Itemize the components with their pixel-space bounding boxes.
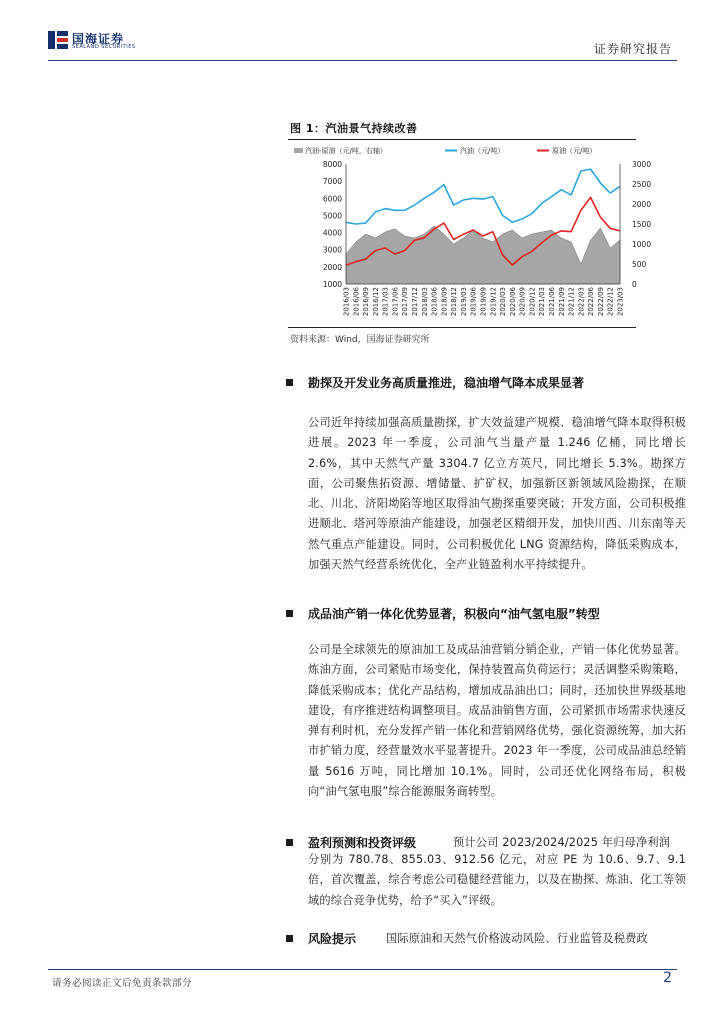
x-tick-label: 2017/06 [391,287,400,317]
risk-warning-text: 国际原油和天然气价格波动风险、行业监管及税费政 [386,932,648,945]
series-area [346,226,620,284]
section-paragraph: 分别为 780.78、855.03、912.56 亿元，对应 PE 为 10.6、9.7、9.1 倍，首次覆盖，综合考虑公司稳健经营能力，以及在勘探、炼油、化工等领域的综合竞争优势，给予“买入”评级。 [308,853,686,907]
company-logo [48,30,138,52]
x-tick-label: 2016/06 [352,287,361,317]
x-tick-label: 2020/09 [518,287,527,317]
y-left-tick-label: 6000 [322,194,342,204]
header-divider [48,60,677,61]
y-right-tick-label: 500 [632,260,647,269]
legend-label: 原油（元/吨） [552,147,597,155]
figure-bottom-rule [288,327,636,328]
legend-label: 汽油-原油（元/吨，右轴） [305,147,387,155]
logo-text-cn: 国海证券 [72,32,125,46]
section-bullet [286,935,293,942]
legend-swatch [294,148,303,153]
footer-disclaimer: 请务必阅读正文后免责条款部分 [52,978,193,989]
x-tick-label: 2021/06 [548,287,556,317]
x-tick-label: 2019/12 [489,287,498,317]
y-left-tick-label: 8000 [322,160,342,169]
section-lead-text: 预计公司 2023/2024/2025 年归母净利润 [453,836,671,849]
x-tick-label: 2016/12 [371,287,380,317]
x-tick-label: 2021/12 [567,287,576,317]
x-tick-label: 2022/12 [606,287,615,317]
x-tick-label: 2018/09 [440,287,449,317]
x-tick-label: 2018/06 [430,287,439,317]
x-tick-label: 2021/03 [538,287,547,317]
x-tick-label: 2019/06 [469,287,478,317]
figure-source: 资料来源：Wind，国海证券研究所 [290,335,430,345]
section-heading: 成品油产销一体化优势显著，积极向“油气氢电服”转型 [308,607,600,621]
x-tick-label: 2022/03 [577,287,586,317]
legend-label: 汽油（元/吨） [460,147,505,155]
section-paragraph: 公司是全球领先的原油加工及成品油营销分销企业，产销一体化优势显著。炼油方面，公司紧贴市场变化，保持装置高负荷运行；灵活调整采购策略，降低采购成本；优化产品结构，增加成品油出口；同时，还加快世界级基地建设，有序推进结构调整项目。成品油销售方面，公司紧抓市场需求快速反弹有利时机，充分发挥产销一体化和营销网络优势，强化资源统筹，加大拓市扩销力度，经营量效水平显著提升。2023 年一季度，公司成品油总经销量 5616 万吨，同比增加 10.1%。同时，公司还优化网络布局，积极向“油气氢电服”综合能源服务商转型。 [308,643,686,799]
x-tick-label: 2020/12 [528,287,537,317]
x-tick-label: 2020/03 [499,287,508,317]
x-tick-label: 2017/12 [411,287,419,317]
x-tick-label: 2018/12 [450,287,459,317]
y-left-tick-label: 1000 [322,280,342,289]
y-right-tick-label: 2000 [632,200,652,209]
figure-title: 图 1：汽油景气持续改善 [290,122,418,135]
gasoline-spread-chart [290,142,652,325]
x-tick-label: 2016/03 [342,287,351,317]
x-tick-label: 2023/03 [616,287,625,317]
section-bullet [286,610,293,617]
x-tick-label: 2019/03 [459,287,468,317]
x-tick-label: 2022/06 [587,287,596,317]
y-left-tick-label: 2000 [322,262,342,272]
y-right-tick-label: 1000 [632,240,652,249]
y-left-tick-label: 3000 [322,245,342,255]
footer-divider [48,969,677,970]
figure-top-rule [288,139,636,140]
section-paragraph: 公司近年持续加强高质量勘探，扩大效益建产规模、稳油增气降本取得积极进展。2023 年一季度，公司油气当量产量 1.246 亿桶，同比增长 2.6%，其中天然气产量 3304.7 亿立方英尺，同比增长 5.3%。勘探方面，公司聚焦拓资源、增储量、扩矿权，加强新区新领域风险勘探，在顺北、川北、济阳坳陷等地区取得油气勘探重要突破；开发方面，公司积极推进顺北、塔河等原油产能建设，加强老区精细开发，加快川西、川东南等天然气重点产能建设。同时，公司积极优化 LNG 资源结构，降低采购成本，加强天然气经营系统优化，全产业链盈利水平持续提升。 [308,416,686,572]
logo-mark-icon [48,31,68,49]
section-bullet [286,379,293,386]
y-right-tick-label: 0 [632,280,637,289]
y-right-tick-label: 1500 [632,220,652,229]
y-left-tick-label: 7000 [322,177,342,187]
y-right-tick-label: 3000 [632,160,652,169]
section-heading: 风险提示 [308,932,357,946]
logo-text-en: SEALAND SECURITIES [72,44,136,50]
y-right-tick-label: 2500 [632,180,652,189]
x-tick-label: 2018/03 [420,287,429,317]
page-number: 2 [663,970,672,986]
x-tick-label: 2022/09 [596,287,605,317]
section-heading: 勘探及开发业务高质量推进，稳油增气降本成果显著 [308,376,585,390]
y-left-tick-label: 4000 [322,228,342,238]
x-tick-label: 2020/06 [508,287,517,317]
y-left-tick-label: 5000 [322,211,342,221]
x-tick-label: 2019/09 [479,287,488,317]
section-heading: 盈利预测和投资评级 [308,836,417,850]
x-tick-label: 2017/03 [381,287,390,317]
x-tick-label: 2021/09 [557,287,566,317]
document-type: 证券研究报告 [593,42,672,56]
x-tick-label: 2016/09 [362,287,371,317]
x-tick-label: 2017/09 [401,287,410,317]
section-bullet [286,839,293,846]
